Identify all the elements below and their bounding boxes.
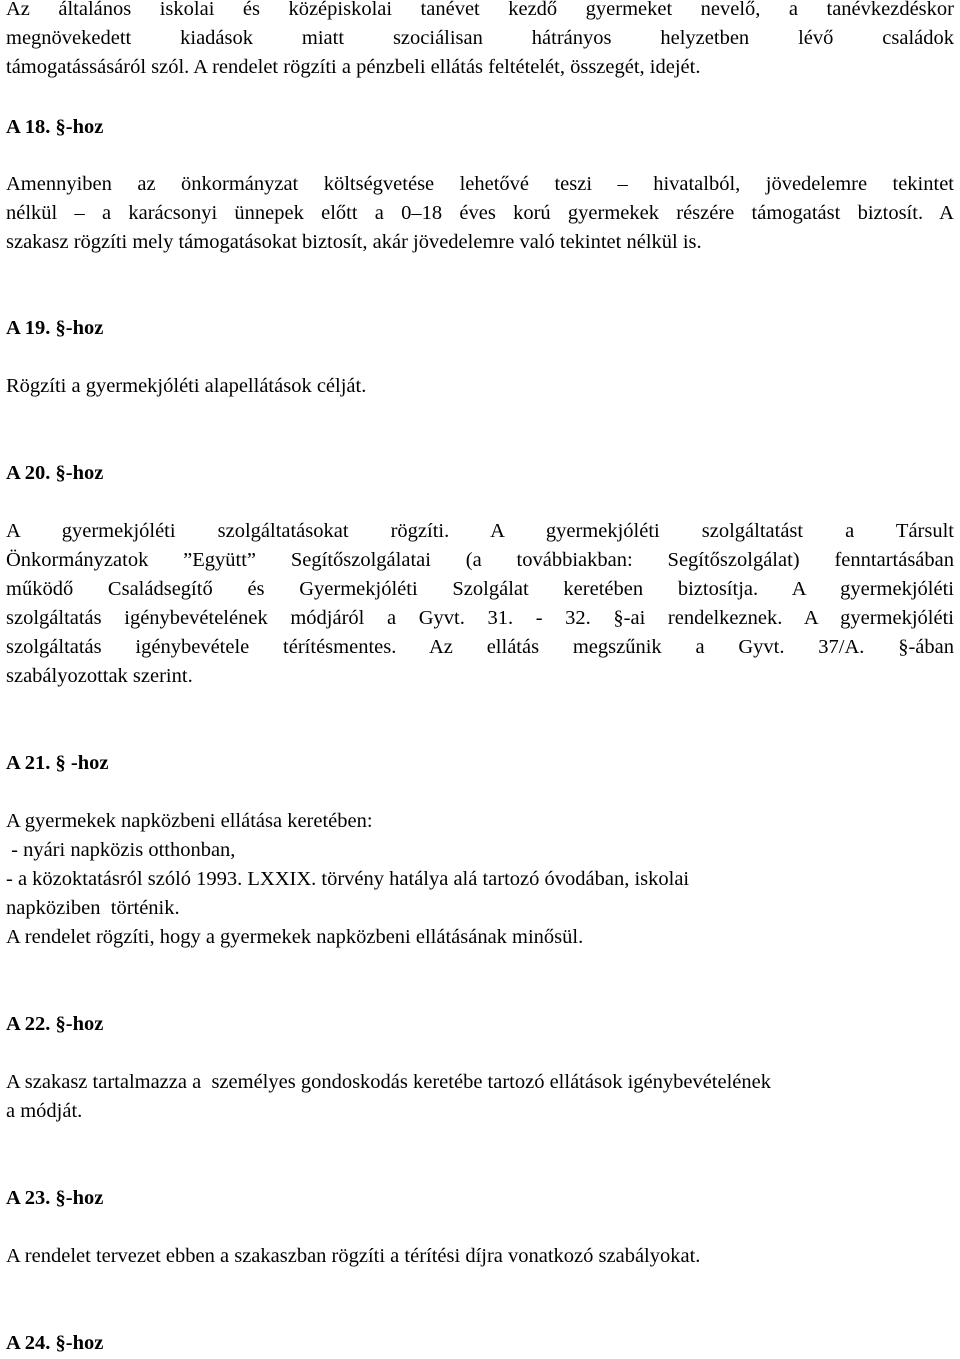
section-heading-20: A 20. §-hoz (6, 462, 104, 484)
section-heading-21: A 21. § -hoz (6, 752, 109, 774)
text-line: A rendelet rögzíti, hogy a gyermekek napközbeni ellátásának minősül. (6, 926, 584, 948)
text-line: szolgáltatás igénybevételének módjáról a Gyvt. 31. - 32. §-ai rendelkeznek. A gyermekjóléti (6, 607, 954, 629)
text-line: nélkül – a karácsonyi ünnepek előtt a 0–18 éves korú gyermekek részére támogatást biztosít. A (6, 202, 954, 224)
section-20-body (6, 517, 954, 691)
section-heading-18: A 18. §-hoz (6, 116, 104, 138)
text-line: A gyermekjóléti szolgáltatásokat rögzíti. A gyermekjóléti szolgáltatást a Társult (6, 520, 954, 542)
section-21-body (6, 807, 954, 952)
text-line: szabályozottak szerint. (6, 665, 193, 687)
text-line: támogatássásáról szól. A rendelet rögzíti a pénzbeli ellátás feltételét, összegét, idejét. (6, 56, 701, 78)
text-line: szolgáltatás igénybevétele térítésmentes. Az ellátás megszűnik a Gyvt. 37/A. §-ában (6, 636, 954, 658)
section-heading-19: A 19. §-hoz (6, 317, 104, 339)
text-line: Amennyiben az önkormányzat költségvetése lehetővé teszi – hivatalból, jövedelemre tekintet (6, 173, 954, 195)
text-line: Rögzíti a gyermekjóléti alapellátások célját. (6, 375, 367, 397)
text-line: szakasz rögzíti mely támogatásokat biztosít, akár jövedelemre való tekintet nélkül is. (6, 231, 702, 253)
text-line: napköziben történik. (6, 897, 180, 919)
text-line: megnövekedett kiadások miatt szociálisan hátrányos helyzetben lévő családok (6, 27, 954, 49)
section-22-body (6, 1068, 954, 1126)
text-line: A rendelet tervezet ebben a szakaszban rögzíti a térítési díjra vonatkozó szabályokat. (6, 1245, 701, 1267)
text-line: a módját. (6, 1100, 83, 1122)
text-line: Az általános iskolai és középiskolai tanévet kezdő gyermeket nevelő, a tanévkezdéskor (6, 0, 954, 20)
section-heading-24: A 24. §-hoz (6, 1332, 104, 1354)
text-line: működő Családsegítő és Gyermekjóléti Szolgálat keretében biztosítja. A gyermekjóléti (6, 578, 954, 600)
section-19-body (6, 372, 954, 401)
text-line: - a közoktatásról szóló 1993. LXXIX. törvény hatálya alá tartozó óvodában, iskolai (6, 868, 690, 890)
section-heading-22: A 22. §-hoz (6, 1013, 104, 1035)
section-18-body (6, 170, 954, 257)
text-line: A gyermekek napközbeni ellátása keretében: (6, 810, 373, 832)
section-heading-23: A 23. §-hoz (6, 1187, 104, 1209)
text-line: A szakasz tartalmazza a személyes gondoskodás keretébe tartozó ellátások igénybevételének (6, 1071, 771, 1093)
intro-paragraph (6, 0, 954, 82)
text-line: Önkormányzatok ”Együtt” Segítőszolgálatai (a továbbiakban: Segítőszolgálat) fenntartásában (6, 549, 954, 571)
text-line: - nyári napközis otthonban, (6, 839, 236, 861)
section-23-body (6, 1242, 954, 1271)
